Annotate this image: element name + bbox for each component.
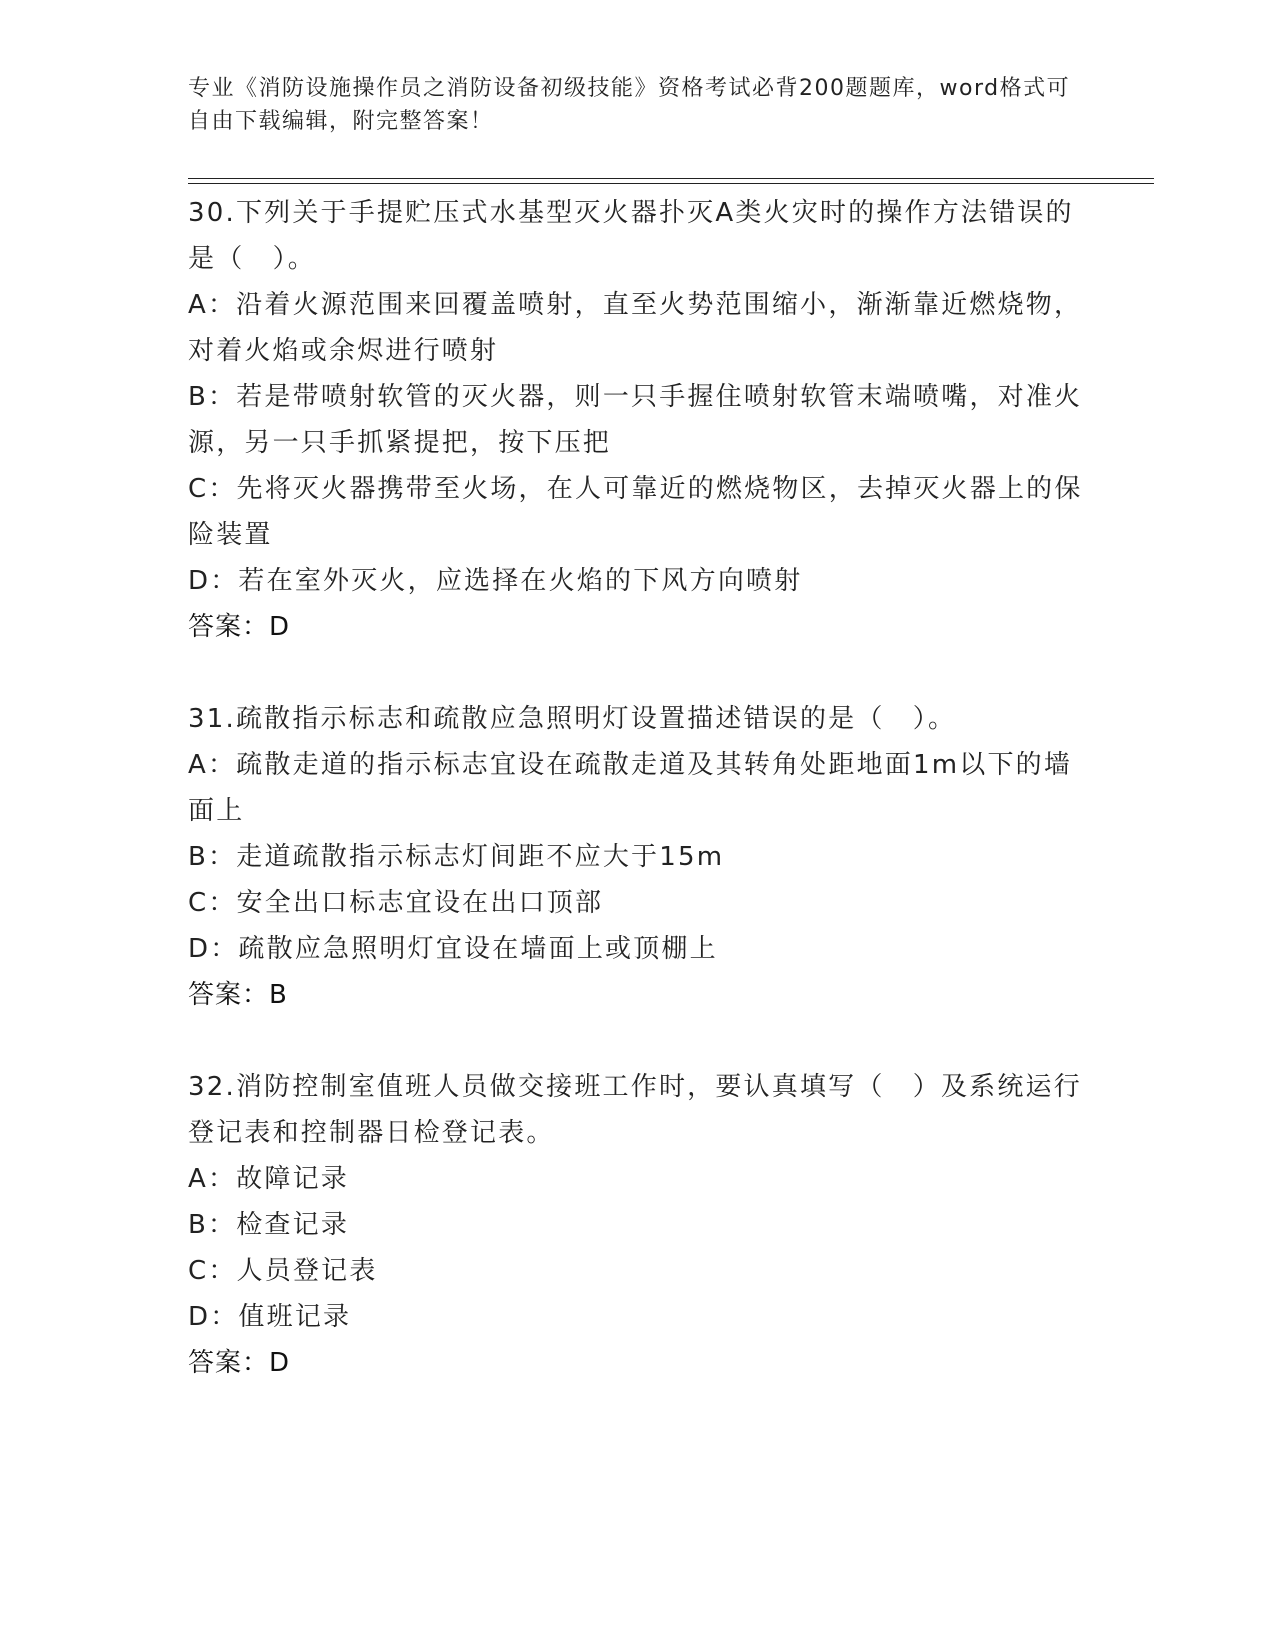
option-a: A：疏散走道的指示标志宜设在疏散走道及其转角处距地面1m以下的墙面上 [188, 750, 1073, 826]
question-31 [188, 696, 1088, 1018]
option-c: C：人员登记表 [188, 1256, 378, 1286]
answer-label: 答案：D [188, 612, 291, 642]
question-32 [188, 1064, 1088, 1386]
option-d: D：值班记录 [188, 1302, 352, 1332]
question-stem: 30.下列关于手提贮压式水基型灭火器扑灭A类火灾时的操作方法错误的是（ ）。 [188, 198, 1074, 274]
option-b: B：走道疏散指示标志灯间距不应大于15m [188, 842, 725, 872]
option-a: A：沿着火源范围来回覆盖喷射，直至火势范围缩小，渐渐靠近燃烧物，对着火焰或余烬进行喷射 [188, 290, 1083, 366]
option-d: D：若在室外灭火，应选择在火焰的下风方向喷射 [188, 566, 803, 596]
option-c: C：安全出口标志宜设在出口顶部 [188, 888, 604, 918]
document-header: 专业《消防设施操作员之消防设备初级技能》资格考试必背200题题库，word格式可自由下载编辑，附完整答案！ [188, 76, 1071, 134]
question-spacer [188, 1018, 1088, 1064]
answer-label: 答案：B [188, 980, 288, 1010]
option-b: B：检查记录 [188, 1210, 350, 1240]
option-a: A：故障记录 [188, 1164, 349, 1194]
header-divider-bottom [188, 183, 1154, 184]
question-30 [188, 190, 1088, 650]
header-divider-top [188, 178, 1154, 179]
question-spacer [188, 650, 1088, 696]
question-stem: 31.疏散指示标志和疏散应急照明灯设置描述错误的是（ ）。 [188, 704, 957, 734]
question-list [188, 190, 1088, 1386]
option-d: D：疏散应急照明灯宜设在墙面上或顶棚上 [188, 934, 718, 964]
question-stem: 32.消防控制室值班人员做交接班工作时，要认真填写（ ）及系统运行登记表和控制器日检登记表。 [188, 1072, 1082, 1148]
answer-label: 答案：D [188, 1348, 291, 1378]
option-c: C：先将灭火器携带至火场，在人可靠近的燃烧物区，去掉灭火器上的保险装置 [188, 474, 1083, 550]
option-b: B：若是带喷射软管的灭火器，则一只手握住喷射软管末端喷嘴，对准火源，另一只手抓紧提把，按下压把 [188, 382, 1083, 458]
